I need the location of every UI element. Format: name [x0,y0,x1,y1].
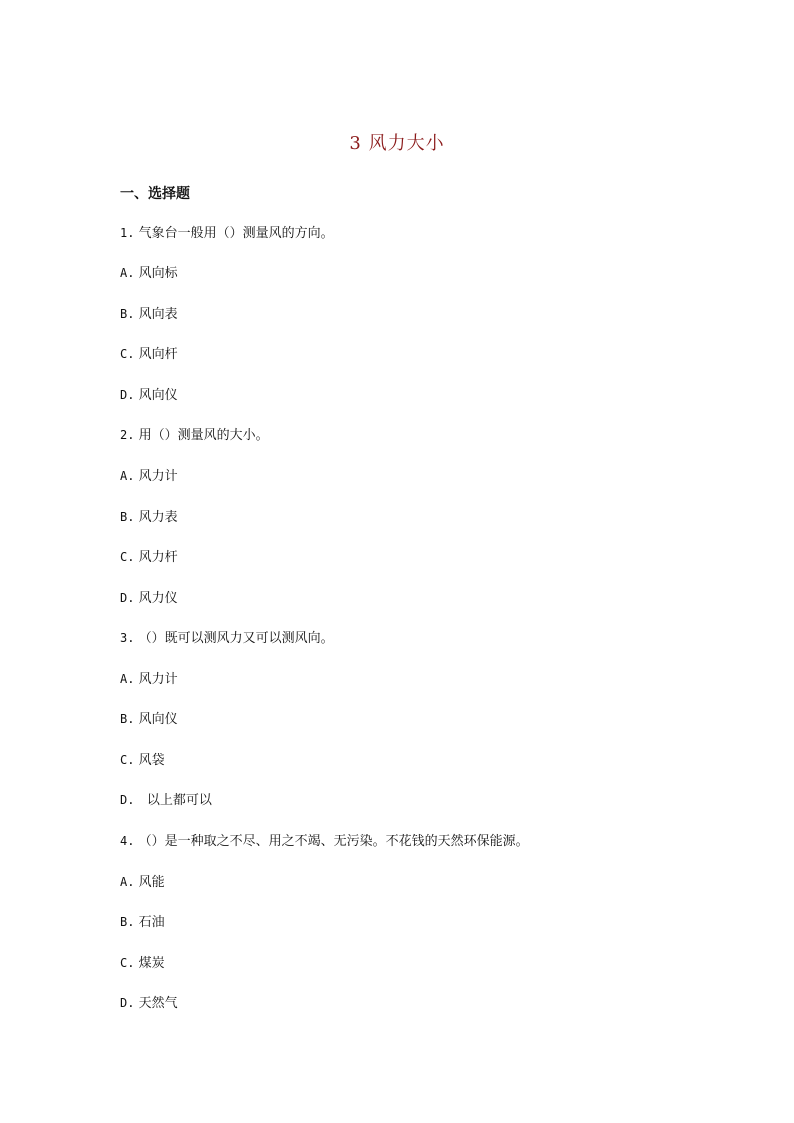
option-4c [120,953,165,974]
option-2b [120,507,178,528]
option-letter: C. [120,550,135,564]
option-text: 风力表 [138,510,178,525]
option-2a [120,466,178,487]
option-2c [120,547,178,568]
option-letter: C. [120,753,135,767]
option-text: 风能 [138,875,165,890]
option-letter: C. [120,347,135,361]
question-stem: 气象台一般用（）测量风的方向。 [138,226,334,241]
option-letter: B. [120,307,135,321]
option-1c [120,344,178,365]
question-4 [120,831,529,852]
question-stem: （）既可以测风力又可以测风向。 [138,631,334,646]
option-letter: A. [120,266,135,280]
section-heading: 一、选择题 [120,186,190,202]
option-letter: B. [120,510,135,524]
option-text: 风向仪 [138,712,178,727]
option-text: 风力计 [138,672,178,687]
option-text: 风向表 [138,307,178,322]
option-text: 风袋 [138,753,165,768]
question-number: 4. [120,834,135,848]
option-text: 风力杆 [138,550,178,565]
option-letter: C. [120,956,135,970]
question-number: 2. [120,428,135,442]
option-3c [120,750,165,771]
option-2d [120,588,178,609]
option-1a [120,263,178,284]
option-3a [120,669,178,690]
question-3 [120,628,334,649]
document-title: 3 风力大小 [349,133,445,154]
option-1b [120,304,178,325]
option-text: 以上都可以 [138,793,212,808]
option-letter: D. [120,996,135,1010]
option-text: 风向杆 [138,347,178,362]
option-letter: B. [120,915,135,929]
question-stem: 用（）测量风的大小。 [138,428,269,443]
option-letter: A. [120,469,135,483]
question-stem: （）是一种取之不尽、用之不竭、无污染。不花钱的天然环保能源。 [138,834,529,849]
option-letter: A. [120,875,135,889]
option-3b [120,709,178,730]
option-text: 风向仪 [138,388,178,403]
option-1d [120,385,178,406]
option-letter: D. [120,793,135,807]
option-3d [120,790,212,811]
option-letter: B. [120,712,135,726]
option-text: 风向标 [138,266,178,281]
question-number: 3. [120,631,135,645]
option-text: 石油 [138,915,165,930]
option-4a [120,872,165,893]
option-letter: D. [120,591,135,605]
option-letter: D. [120,388,135,402]
option-text: 风力计 [138,469,178,484]
option-text: 风力仪 [138,591,178,606]
option-4d [120,993,178,1014]
question-1 [120,223,334,244]
option-text: 天然气 [138,996,178,1011]
question-number: 1. [120,226,135,240]
option-4b [120,912,165,933]
option-letter: A. [120,672,135,686]
question-2 [120,425,269,446]
option-text: 煤炭 [138,956,165,971]
